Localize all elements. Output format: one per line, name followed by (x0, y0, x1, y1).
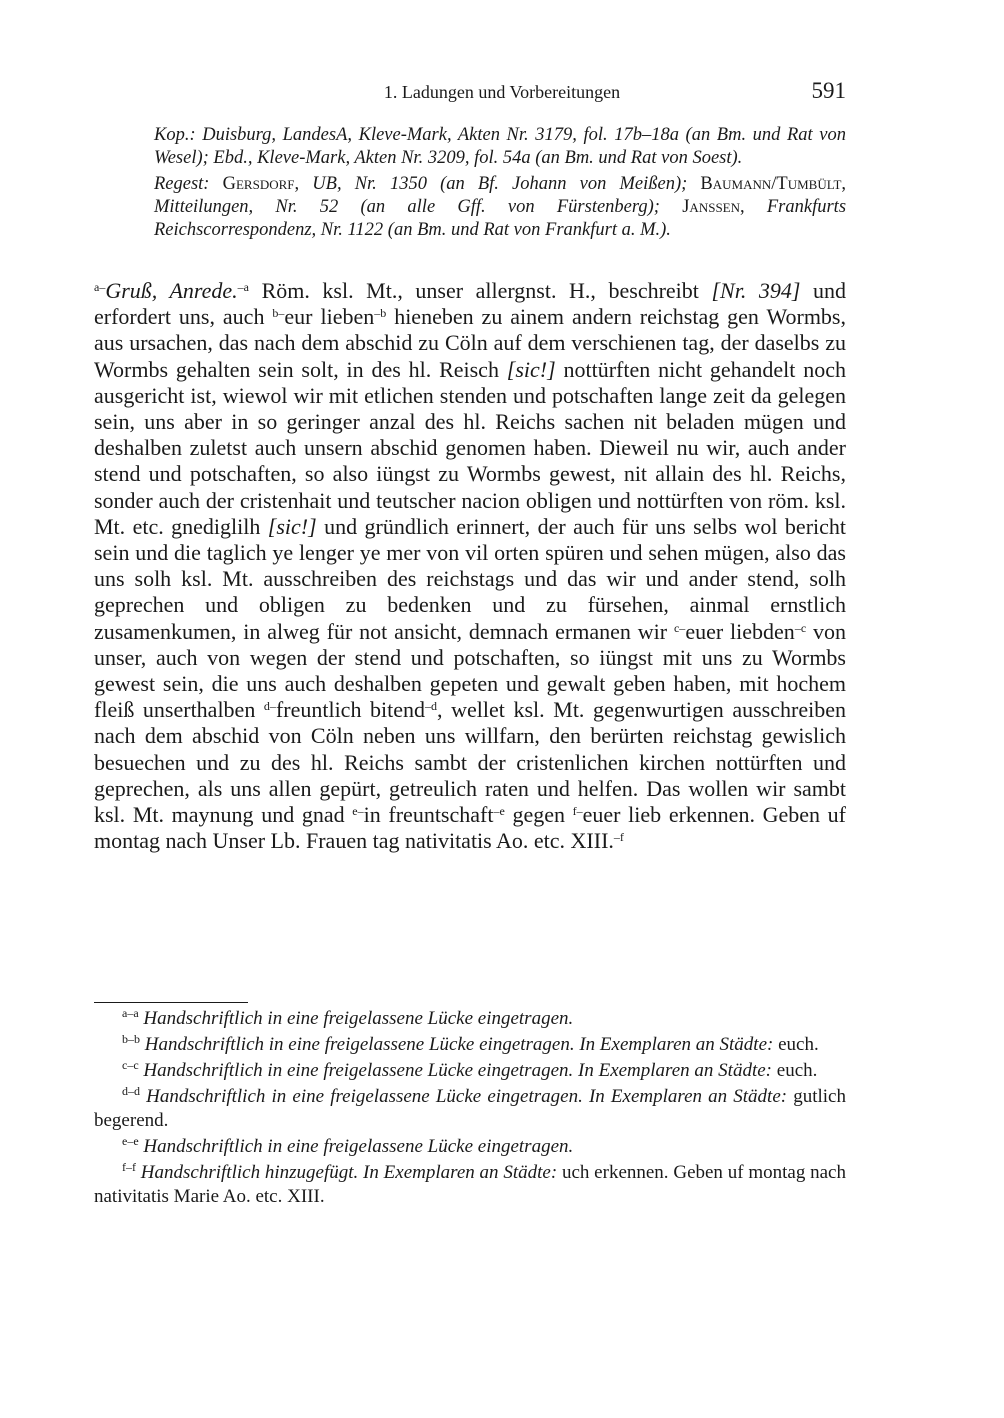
apparatus-mark: b– (272, 306, 285, 321)
letter-paragraph (94, 278, 846, 854)
apparatus-mark: –a (237, 280, 249, 294)
letter-text: freuntlich bitend (275, 697, 426, 723)
footnote-roman: euch. (772, 1060, 818, 1081)
apparatus-mark: –d (425, 699, 438, 714)
page-number: 591 (811, 78, 846, 103)
footnote-mark: d–d (122, 1084, 140, 1098)
footnote-divider (94, 1002, 248, 1003)
footnote-roman: uch erkennen. Geben uf montag nach nativitatis Marie Ao. etc. XIII. (94, 1162, 846, 1207)
footnote-italic: Handschriftlich in eine freigelassene Lücke eingetragen. In Exemplaren an Städte: (144, 1034, 774, 1055)
footnote-italic: Handschriftlich in eine freigelassene Lücke eingetragen. (143, 1008, 574, 1029)
apparatus-mark: f– (572, 804, 583, 819)
footnote-italic: Handschriftlich hinzugefügt. In Exemplaren an Städte: (140, 1162, 558, 1183)
sic-note: [sic!] (267, 513, 317, 539)
regest-text-2: Mitteilungen, Nr. 52 (an alle Gff. von Fürstenberg); (154, 197, 660, 217)
footnote-italic: Handschriftlich in eine freigelassene Lücke eingetragen. In Exemplaren an Städte: (143, 1060, 773, 1081)
footnotes (94, 1007, 846, 1211)
letter-text: euer lieb erkennen. Geben uf montag nach Unser Lb. Frauen tag nativitatis Ao. etc. XIII. (94, 802, 847, 854)
footnote-f (94, 1161, 846, 1209)
regest-label: Regest: (154, 174, 210, 194)
letter-text: hieneben zu ainem andern reichstag gen Wormbs, aus ursachen, das nach dem abschid zu Cöln auf dem verschienen tag, der daselbs zu Wormbs gehalten sein solt, in des hl. Reisch (94, 304, 846, 382)
letter-text: von unser, auch von wegen der stend und potschaften, so iüngst mit uns zu Wormbs gewest sein, die uns auch deshalben gepeten und gewalt geben haben, mit hochem fleiß unserthalben (94, 618, 847, 723)
apparatus-mark: c– (673, 620, 686, 635)
regest-author-gersdorf: Gersdorf, (222, 174, 300, 194)
kop-label: Kop.: (154, 125, 196, 145)
footnote-roman: gutlich begerend. (94, 1086, 846, 1131)
letter-text: nottürften nicht gehandelt noch ausgericht ist, wiewol wir mit etlichen stenden und potschaften lange zeit da gelegen sein, uns aber in so geringer anzal des hl. Reichs sachen nit beladen mügen und deshalben zuletst auch unsern abschid genomen haben. Dieweil nu wir, auch ander stend und potschaften, so also iüngst zu Wormbs gewest, nit allain des hl. Reichs, sonder auch der cristenhait und teutscher nacion obligen und nottürften von röm. ksl. Mt. etc. gnediglilh (94, 356, 846, 539)
regest-author-janssen: Janssen, (682, 197, 745, 217)
regest-author-baumann: Baumann/Tumbült, (700, 174, 847, 194)
sic-note: [sic!] (506, 356, 556, 382)
source-block (154, 124, 846, 245)
apparatus-mark: d– (263, 699, 276, 714)
footnote-mark: c–c (122, 1058, 139, 1072)
regest-text-1: UB, Nr. 1350 (an Bf. Johann von Meißen); (312, 174, 688, 194)
footnote-b (94, 1033, 846, 1057)
footnote-mark: f–f (122, 1160, 136, 1174)
footnote-c (94, 1059, 846, 1083)
letter-body (94, 278, 846, 854)
apparatus-mark: –e (493, 804, 505, 819)
footnote-roman: euch. (773, 1034, 819, 1055)
document-reference: [Nr. 394] (711, 278, 801, 303)
footnote-a (94, 1007, 846, 1031)
letter-text: gegen (504, 802, 573, 828)
letter-text: eur lieben (284, 304, 375, 330)
letter-text: und gründlich erinnert, der auch für uns selbs wol bericht sein und die taglich ye lenger ye mer von vil orten spüren und sehen mügen, also das uns solh ksl. Mt. ausschreiben des reichstags und das wir und ander stend, solh geprechen und obligen zu bedenken und zu fürsehen, ainmal ernstlich zusamenkumen, in alweg für not ansicht, demnach ermanen wir (94, 513, 847, 644)
letter-text: in freuntschaft (363, 802, 494, 828)
footnote-italic: Handschriftlich in eine freigelassene Lücke eingetragen. In Exemplaren an Städte: (146, 1086, 788, 1107)
copy-sources (154, 124, 846, 170)
apparatus-mark: –b (374, 306, 387, 321)
regest-sources (154, 173, 846, 242)
apparatus-mark: a– (94, 280, 106, 294)
apparatus-mark: –f (613, 830, 624, 845)
letter-text: euer liebden (685, 618, 795, 644)
footnote-mark: a–a (122, 1006, 139, 1020)
letter-text: , wellet ksl. Mt. gegenwurtigen ausschreiben nach dem abschid von Cöln neben uns willfarn, den berürten reichstag gewislich besuechen und zu des hl. Reichs sambt der cristenlichen kirchen nottürften und geprechen, als uns allen gepürt, getreulich raten und helfen. Das wollen wir sambt ksl. Mt. maynung und gnad (94, 697, 846, 828)
footnote-mark: e–e (122, 1134, 139, 1148)
letter-text: und erfordert uns, auch (94, 278, 847, 330)
running-title: 1. Ladungen und Vorbereitungen (383, 82, 621, 102)
footnote-d (94, 1085, 846, 1133)
footnote-e (94, 1135, 846, 1159)
greeting-placeholder: Gruß, Anrede. (105, 278, 238, 303)
kop-text: Duisburg, LandesA, Kleve-Mark, Akten Nr. 3179, fol. 17b–18a (an Bm. und Rat von Wesel); Ebd., Kleve-Mark, Akten Nr. 3209, fol. 54a (an Bm. und Rat von Soest). (154, 125, 847, 168)
letter-text: Röm. ksl. Mt., unser allergnst. H., beschreibt (249, 278, 712, 303)
footnote-italic: Handschriftlich in eine freigelassene Lücke eingetragen. (143, 1136, 574, 1157)
apparatus-mark: –c (794, 620, 807, 635)
apparatus-mark: e– (352, 804, 364, 819)
footnote-mark: b–b (122, 1032, 140, 1046)
regest-text-3: Frankfurts Reichscorrespondenz, Nr. 1122 (an Bm. und Rat von Frankfurt a. M.). (154, 197, 847, 240)
